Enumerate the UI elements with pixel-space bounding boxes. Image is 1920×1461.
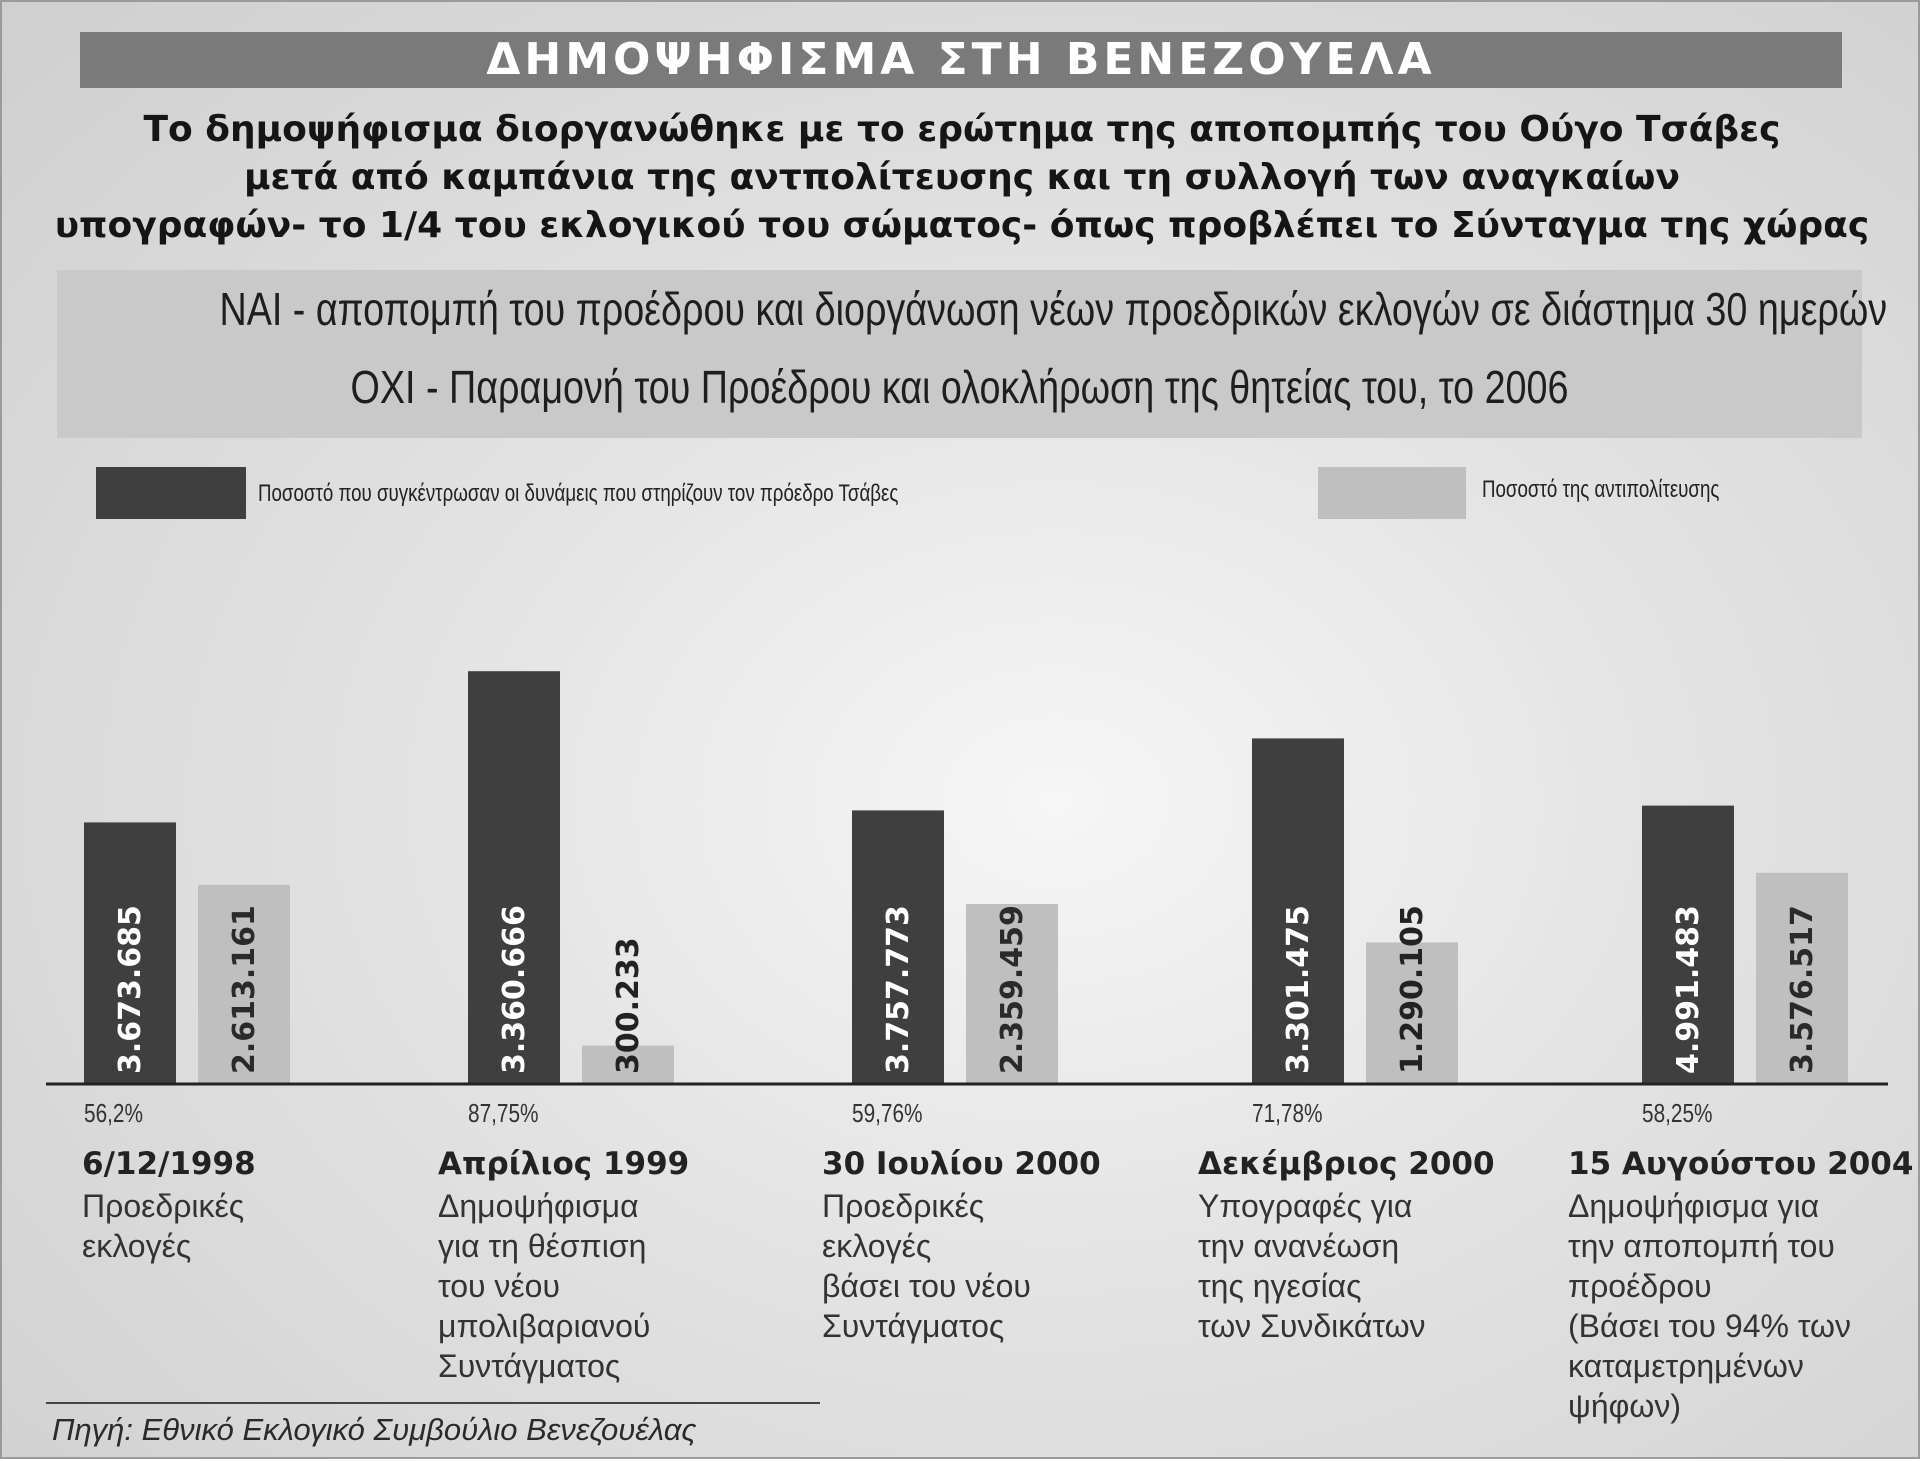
value-label-opposition-2: 300.233 [611, 937, 646, 1074]
percent-label-3: 59,76% [852, 1098, 923, 1128]
event-5 [1568, 1144, 1914, 1426]
event-description: Προεδρικές εκλογές [82, 1188, 245, 1264]
percent-label-2: 87,75% [468, 1098, 539, 1128]
value-label-opposition-4: 1.290.105 [1395, 905, 1430, 1074]
intro-line-2: μετά από καμπάνια της αντπολίτευσης και τη συλλογή των αναγκαίων [244, 157, 1680, 198]
legend-label-opposition: Ποσοστό της αντιπολίτευσης [1482, 476, 1720, 503]
value-label-chavez-4: 3.301.475 [1281, 905, 1316, 1074]
event-3 [822, 1144, 1162, 1346]
event-1 [82, 1144, 422, 1266]
event-date: 15 Αυγούστου 2004 [1568, 1146, 1914, 1182]
value-label-chavez-5: 4.991.483 [1671, 905, 1706, 1074]
intro-line-1: Το δημοψήφισμα διοργανώθηκε με το ερώτημα της αποπομπής του Ούγο Τσάβες [143, 109, 1781, 150]
event-date: Δεκέμβριος 2000 [1198, 1146, 1495, 1182]
event-description: Υπογραφές για την ανανέωση της ηγεσίας των Συνδικάτων [1198, 1188, 1426, 1344]
percent-label-1: 56,2% [84, 1098, 143, 1128]
event-date: 6/12/1998 [82, 1146, 256, 1182]
event-2 [438, 1144, 778, 1386]
event-date: Απρίλιος 1999 [438, 1146, 690, 1182]
value-label-opposition-1: 2.613.161 [227, 905, 262, 1074]
percent-label-4: 71,78% [1252, 1098, 1323, 1128]
value-label-opposition-5: 3.576.517 [1785, 905, 1820, 1074]
option-no-text: ΟΧΙ - Παραμονή του Προέδρου και ολοκλήρωση της θητείας του, το 2006 [350, 361, 1569, 413]
event-4 [1198, 1144, 1538, 1346]
event-description: Δημοψήφισμα για την αποπομπή του προέδρου (Βάσει του 94% των καταμετρημένων ψήφων) [1568, 1188, 1851, 1424]
source-note: Πηγή: Εθνικό Εκλογικό Συμβούλιο Βενεζουέλας [52, 1412, 697, 1447]
value-label-chavez-3: 3.757.773 [881, 905, 916, 1074]
value-label-chavez-1: 3.673.685 [113, 905, 148, 1074]
intro-line-3: υπογραφών- το 1/4 του εκλογικού του σώματος- όπως προβλέπει το Σύνταγμα της χώρας [54, 205, 1870, 246]
value-label-chavez-2: 3.360.666 [497, 905, 532, 1074]
source-divider [46, 1402, 820, 1404]
option-yes-text: ΝΑΙ - αποπομπή του προέδρου και διοργάνωση νέων προεδρικών εκλογών σε διάστημα 30 ημερών [219, 283, 1888, 335]
percent-label-5: 58,25% [1642, 1098, 1713, 1128]
event-description: Προεδρικές εκλογές βάσει του νέου Συντάγματος [822, 1188, 1031, 1344]
event-description: Δημοψήφισμα για τη θέσπιση του νέου μπολιβαριανού Συντάγματος [438, 1188, 651, 1384]
value-label-opposition-3: 2.359.459 [995, 905, 1030, 1074]
event-date: 30 Ιουλίου 2000 [822, 1146, 1101, 1182]
legend-label-chavez: Ποσοστό που συγκέντρωσαν οι δυνάμεις που στηρίζουν τον πρόεδρο Τσάβες [258, 480, 899, 507]
page-title: ΔΗΜΟΨΗΦΙΣΜΑ ΣΤΗ ΒΕΝΕΖΟΥΕΛΑ [80, 32, 1842, 88]
